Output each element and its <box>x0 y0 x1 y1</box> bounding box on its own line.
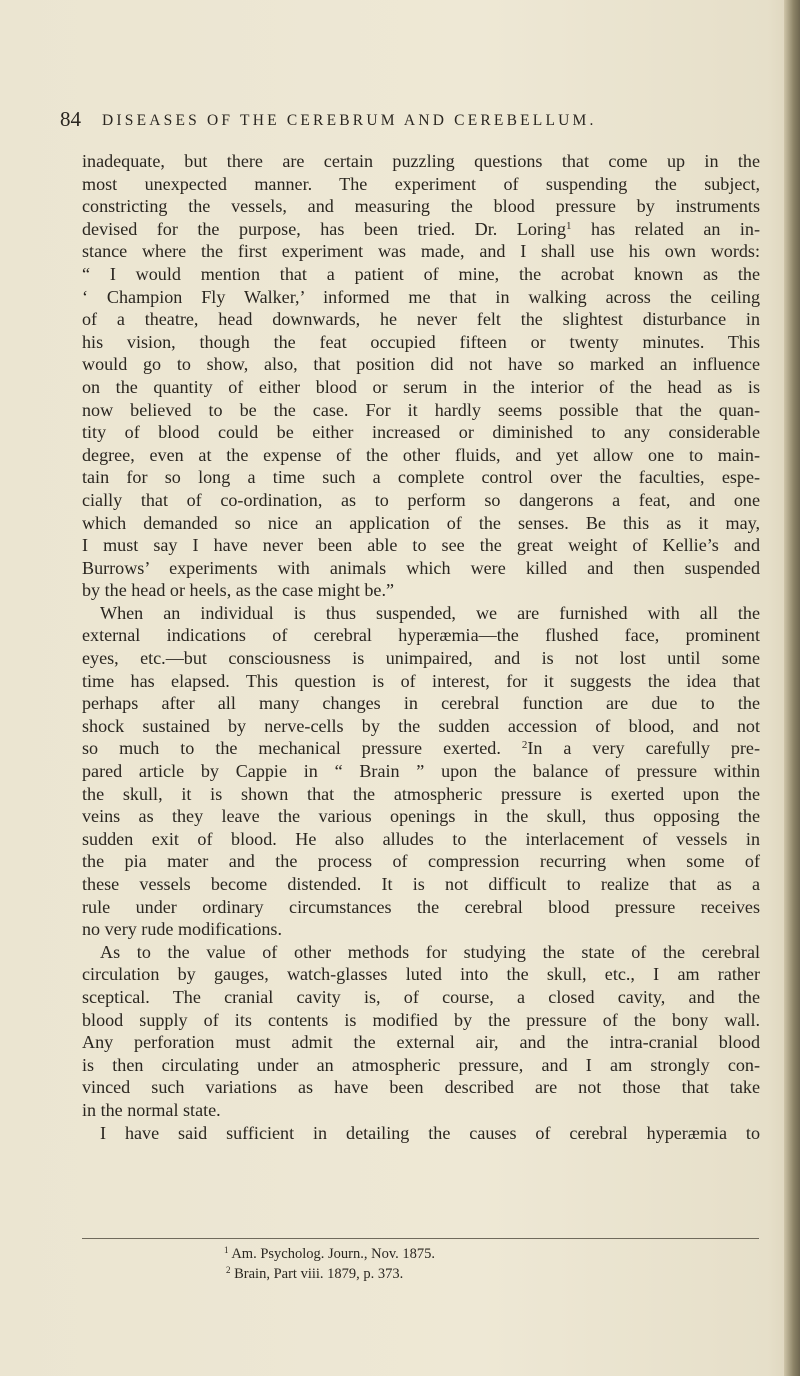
line-text: so much to the mechanical pressure exerted. <box>82 738 522 759</box>
text-line <box>82 670 760 693</box>
line-text: Any perforation must admit the external air, and the intra-cranial blood <box>82 1032 760 1053</box>
line-text-continued: In a very carefully pre- <box>527 738 760 759</box>
line-text: constricting the vessels, and measuring the blood pressure by instruments <box>82 196 760 217</box>
line-text-continued: has related an in- <box>571 218 761 239</box>
footnote-marker: 2 <box>521 739 528 752</box>
line-text: external indications of cerebral hyperæmia—the flushed face, prominent <box>82 625 760 646</box>
text-line <box>82 399 760 422</box>
text-line <box>82 353 760 376</box>
text-line <box>82 873 760 896</box>
footnotes <box>224 1244 664 1284</box>
text-line <box>82 828 760 851</box>
line-text: time has elapsed. This question is of interest, for it suggests the idea that <box>82 670 760 691</box>
text-line <box>82 986 760 1009</box>
line-text: inadequate, but there are certain puzzling questions that come up in the <box>82 151 760 171</box>
text-line <box>82 421 760 444</box>
line-text: eyes, etc.—but consciousness is unimpaired, and is not lost until some <box>82 648 760 669</box>
text-line <box>82 918 760 941</box>
text-line <box>82 805 760 828</box>
body-text <box>82 150 760 1144</box>
line-text: sudden exit of blood. He also alludes to the interlacement of vessels in <box>82 828 760 849</box>
line-text: these vessels become distended. It is not difficult to realize that as a <box>82 874 760 894</box>
line-text: “ I would mention that a patient of mine, the acrobat known as the <box>82 263 760 284</box>
line-text: As to the value of other methods for studying the state of the cerebral <box>100 941 760 962</box>
footnote <box>224 1244 664 1264</box>
text-line <box>82 1099 760 1122</box>
line-text: which demanded so nice an application of the senses. Be this as it may, <box>82 512 760 533</box>
line-text: veins as they leave the various openings in the skull, thus opposing the <box>82 806 760 827</box>
text-line <box>82 286 760 309</box>
text-line <box>82 466 760 489</box>
line-text: devised for the purpose, has been tried. Dr. Loring <box>82 218 567 239</box>
text-line <box>82 150 760 173</box>
page-header <box>60 106 700 132</box>
text-line <box>82 1076 760 1099</box>
line-text: sceptical. The cranial cavity is, of course, a closed cavity, and the <box>82 986 760 1007</box>
text-line <box>82 218 760 241</box>
line-text: pared article by Cappie in “ Brain ” upon the balance of pressure within <box>82 761 760 782</box>
footnote-text: Brain, Part viii. 1879, p. 373. <box>234 1266 404 1282</box>
text-line <box>82 602 760 625</box>
text-line <box>82 579 760 602</box>
line-text: on the quantity of either blood or serum in the interior of the head as is <box>82 376 760 397</box>
line-text: tity of blood could be either increased or diminished to any considerable <box>82 422 760 443</box>
line-text: now believed to be the case. For it hardly seems possible that the quan- <box>82 399 760 420</box>
text-line <box>82 1054 760 1077</box>
line-text: his vision, though the feat occupied fifteen or twenty minutes. This <box>82 331 760 352</box>
text-line <box>82 1009 760 1032</box>
line-text: tain for so long a time such a complete control over the faculties, espe- <box>82 467 760 488</box>
line-text: stance where the first experiment was made, and I shall use his own words: <box>82 241 760 262</box>
line-text: vinced such variations as have been described are not those that take <box>82 1077 760 1098</box>
text-line <box>82 173 760 196</box>
text-line <box>82 1122 760 1145</box>
text-line <box>82 263 760 286</box>
line-text: shock sustained by nerve-cells by the sudden accession of blood, and not <box>82 715 760 736</box>
line-text: Burrows’ experiments with animals which were killed and then suspended <box>82 557 760 578</box>
page-edge <box>784 0 800 1376</box>
line-text: by the head or heels, as the case might be.” <box>82 580 395 601</box>
line-text: When an individual is thus suspended, we are furnished with all the <box>100 602 760 623</box>
line-text: ‘ Champion Fly Walker,’ informed me that in walking across the ceiling <box>82 286 760 307</box>
footnote-mark: 1 <box>224 1245 229 1255</box>
text-line <box>82 308 760 331</box>
text-line <box>82 783 760 806</box>
footnote-mark: 2 <box>226 1265 231 1275</box>
text-line <box>82 444 760 467</box>
text-line <box>82 647 760 670</box>
line-text: the pia mater and the process of compression recurring when some of <box>82 851 760 872</box>
line-text: degree, even at the expense of the other fluids, and yet allow one to main- <box>82 444 760 465</box>
footnote-rule <box>82 1238 759 1239</box>
line-text: would go to show, also, that position did not have so marked an influence <box>82 354 760 375</box>
line-text: most unexpected manner. The experiment of suspending the subject, <box>82 173 760 194</box>
footnote-text: Am. Psycholog. Journ., Nov. 1875. <box>231 1246 436 1262</box>
text-line <box>82 737 760 760</box>
line-text: in the normal state. <box>82 1099 221 1120</box>
text-line <box>82 240 760 263</box>
page-number: 84 <box>60 107 81 131</box>
line-text: I must say I have never been able to see the great weight of Kellie’s and <box>82 535 760 556</box>
text-line <box>82 195 760 218</box>
line-text: rule under ordinary circumstances the cerebral blood pressure receives <box>82 896 760 917</box>
line-text: circulation by gauges, watch-glasses luted into the skull, etc., I am rather <box>82 964 760 985</box>
line-text: I have said sufficient in detailing the causes of cerebral hyperæmia to <box>100 1122 760 1143</box>
text-line <box>82 557 760 580</box>
text-line <box>82 850 760 873</box>
footnote <box>224 1264 664 1284</box>
line-text: of a theatre, head downwards, he never felt the slightest disturbance in <box>82 309 760 330</box>
text-line <box>82 896 760 919</box>
text-line <box>82 692 760 715</box>
text-line <box>82 489 760 512</box>
line-text: cially that of co-ordination, as to perform so dangerons a feat, and one <box>82 489 760 510</box>
text-line <box>82 512 760 535</box>
text-line <box>82 715 760 738</box>
footnote-marker: 1 <box>566 219 572 232</box>
text-line <box>82 376 760 399</box>
text-line <box>82 331 760 354</box>
line-text: no very rude modifications. <box>82 919 282 940</box>
line-text: blood supply of its contents is modified by the pressure of the bony wall. <box>82 1009 760 1030</box>
line-text: the skull, it is shown that the atmospheric pressure is exerted upon the <box>82 783 760 804</box>
running-head: DISEASES OF THE CEREBRUM AND CEREBELLUM. <box>102 112 597 129</box>
line-text: perhaps after all many changes in cerebral function are due to the <box>82 693 760 714</box>
text-line <box>82 534 760 557</box>
text-line <box>82 760 760 783</box>
text-line <box>82 624 760 647</box>
text-line <box>82 963 760 986</box>
text-line <box>82 941 760 964</box>
line-text: is then circulating under an atmospheric pressure, and I am strongly con- <box>82 1054 760 1075</box>
text-line <box>82 1031 760 1054</box>
